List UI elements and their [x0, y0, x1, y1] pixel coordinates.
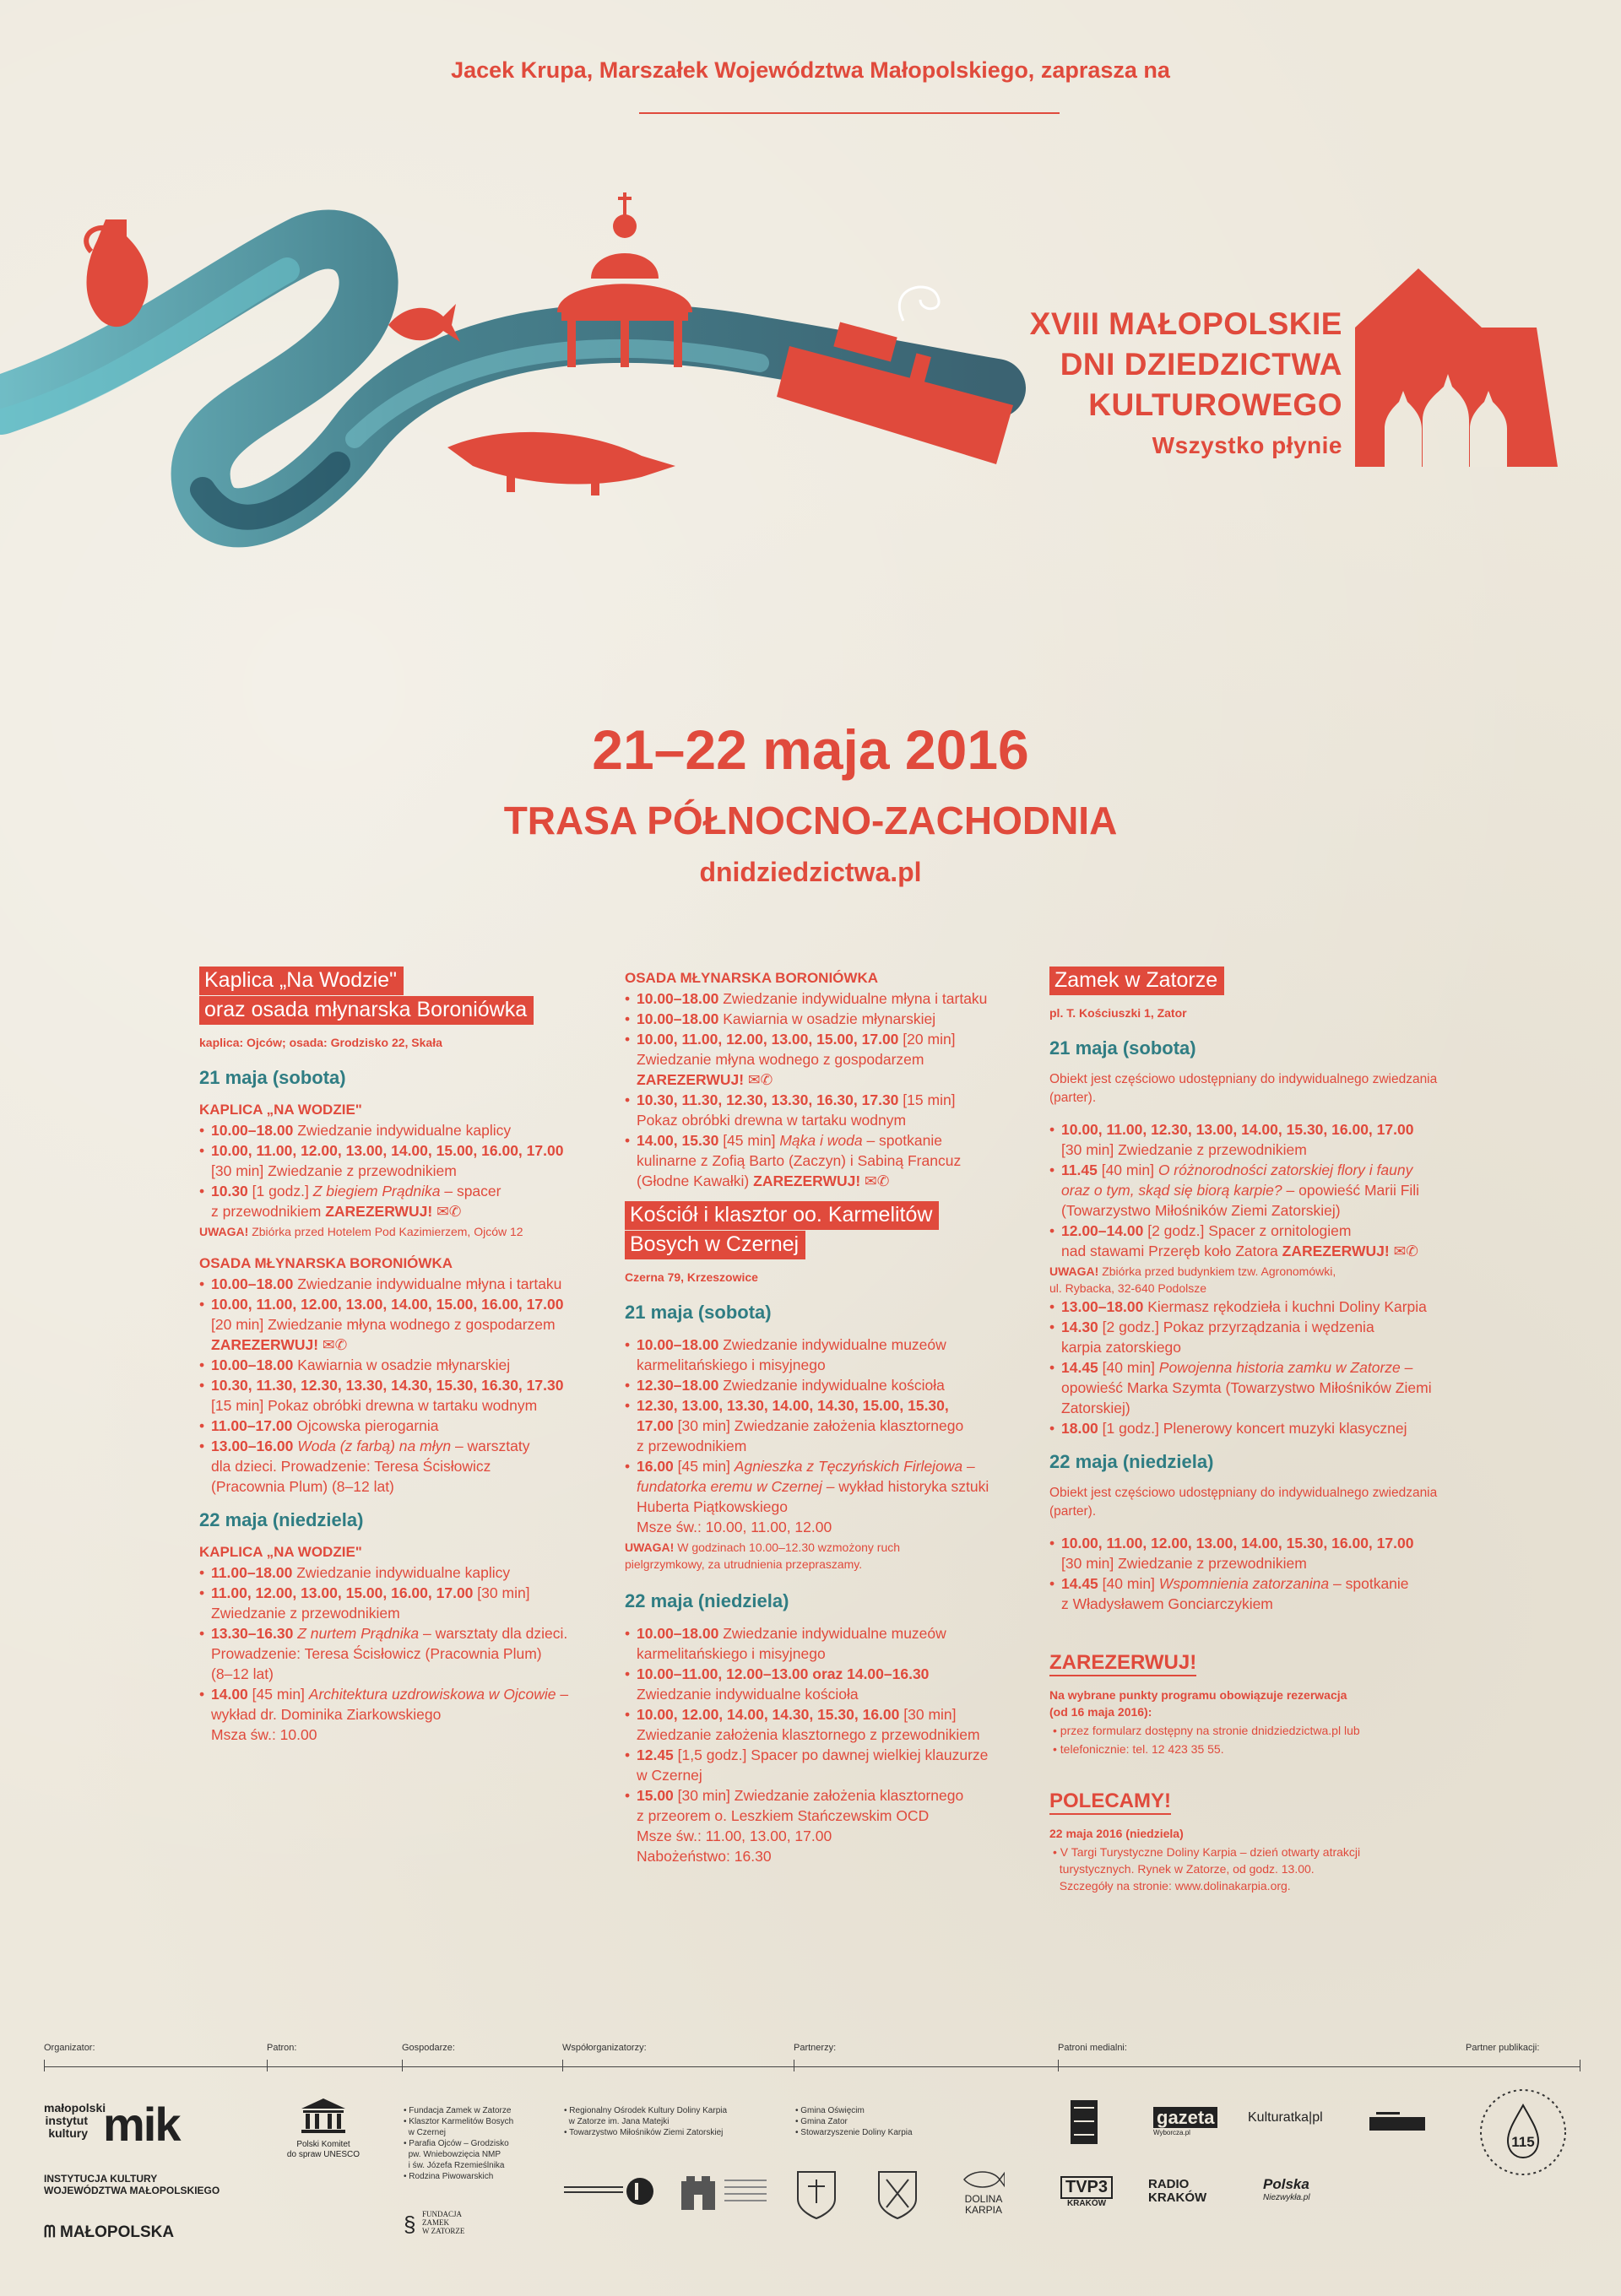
list-item: • 10.30, 11.30, 12.30, 13.30, 16.30, 17.30 [15 min] Pokaz obróbki drewna w tartaku wodnym — [625, 1090, 1022, 1130]
list-item: • 11.00–18.00 Zwiedzanie indywidualne kaplicy — [199, 1562, 596, 1583]
subvenue-heading: KAPLICA „NA WODZIE" — [199, 1544, 362, 1560]
footer-label-media: Patroni medialni: — [1058, 2043, 1127, 2053]
towarzystwo-text-logo-icon — [724, 2174, 767, 2212]
list-item: • Fundacja Zamek w Zatorze — [404, 2106, 512, 2115]
footer-label-organizer: Organizator: — [44, 2043, 95, 2053]
reserve-online: • przez formularz dostępny na stronie dnidziedzictwa.pl lub — [1053, 1724, 1360, 1737]
coorganizers-list — [564, 2105, 758, 2138]
unesco-text: do spraw UNESCO — [286, 2150, 361, 2159]
day-heading: 21 maja (sobota) — [1049, 1037, 1196, 1059]
list-item: • 12.45 [1,5 godz.] Spacer po dawnej wielkiej klauzurze w Czernej — [625, 1745, 1022, 1785]
mail-phone-icon: ✉✆ — [1393, 1243, 1418, 1259]
mik-subtitle: WOJEWÓDZTWA MAŁOPOLSKIEGO — [44, 2185, 220, 2196]
list-item: • Gmina Oświęcim — [795, 2106, 865, 2115]
list-item: • 10.00–18.00 Zwiedzanie indywidualne muzeów karmelitańskiego i misyjnego — [625, 1335, 1022, 1375]
day-heading: 21 maja (sobota) — [199, 1067, 346, 1088]
malopolska-icon: ᗰ — [44, 2223, 56, 2241]
subvenue-heading: OSADA MŁYNARSKA BORONIÓWKA — [199, 1255, 453, 1271]
list-item: • 12.00–14.00 [2 godz.] Spacer z ornitologiem nad stawami Przeręb koło Zatora ZAREZERWUJ! ✉✆ — [1049, 1221, 1446, 1261]
unesco-logo — [277, 2097, 370, 2160]
list-item: • 13.30–16.30 Z nurtem Prądnika – warsztaty dla dzieci. Prowadzenie: Teresa Ścisłowicz (Pracownia Plum) (8–12 lat) — [199, 1623, 596, 1684]
subvenue-heading: OSADA MŁYNARSKA BORONIÓWKA — [625, 970, 879, 986]
column-zator — [1049, 967, 1446, 1894]
gmina-oswiecim-crest-icon — [795, 2169, 838, 2220]
column-czerna — [625, 968, 1022, 1866]
venue-title-czerna-line1: Kościół i klasztor oo. Karmelitów — [625, 1201, 939, 1230]
mass-times: Msze św.: 10.00, 11.00, 12.00 — [637, 1519, 832, 1535]
list-item: • 10.00, 11.00, 12.00, 13.00, 14.00, 15.00, 16.00, 17.00 [20 min] Zwiedzanie młyna wodnego z gospodarzem ZAREZERWUJ! ✉✆ — [199, 1294, 596, 1355]
badge-number: 115 — [1511, 2134, 1535, 2150]
polska-niezwykla-logo: Polska Niezwykła.pl — [1263, 2176, 1310, 2202]
rok-logo-icon — [564, 2176, 657, 2207]
footer-tick — [267, 2060, 268, 2071]
mass-times: Msze św.: 11.00, 13.00, 17.00 — [637, 1828, 832, 1844]
reserve-link[interactable]: ZAREZERWUJ! — [1282, 1243, 1390, 1259]
malopolska-text: MAŁOPOLSKA — [60, 2223, 175, 2241]
list-item: • 14.45 [40 min] Powojenna historia zamku w Zatorze – opowieść Marka Szymta (Towarzystwo Miłośników Ziemi Zatorskiej) — [1049, 1357, 1446, 1418]
radio-krakow-logo: RADIO KRAKÓW — [1148, 2177, 1207, 2205]
festival-title-line3: KULTUROWEGO — [1088, 387, 1342, 422]
invitation-rule — [639, 112, 1060, 114]
list-item: • 10.00, 12.00, 14.00, 14.30, 15.30, 16.00 [30 min] Zwiedzanie założenia klasztornego z przewodnikiem — [625, 1704, 1022, 1745]
footer-label-coorganizers: Współorganizatorzy: — [562, 2043, 647, 2053]
reserve-info: Na wybrane punkty programu obowiązuje rezerwacja (od 16 maja 2016): — [1049, 1688, 1347, 1719]
publication-partner-badge — [1477, 2087, 1569, 2178]
mass-times: Msza św.: 10.00 — [211, 1726, 317, 1743]
venue-title-czerna-line2: Bosych w Czernej — [625, 1231, 805, 1259]
jug-icon — [86, 219, 148, 327]
footer-label-hosts: Gospodarze: — [402, 2043, 455, 2053]
list-item: • 10.00, 11.00, 12.30, 13.00, 14.00, 15.30, 16.00, 17.00 [30 min] Zwiedzanie z przewodnikiem — [1049, 1119, 1446, 1160]
mik-text: instytut — [45, 2114, 88, 2127]
mik-text: małopolski — [44, 2101, 106, 2115]
list-item: • 14.00 [45 min] Architektura uzdrowiskowa w Ojcowie – wykład dr. Dominika Ziarkowskiego — [199, 1684, 596, 1725]
day-heading: 21 maja (sobota) — [625, 1302, 772, 1323]
footer-tick — [402, 2060, 403, 2071]
footer-divider — [44, 2066, 1580, 2067]
list-item: • 16.00 [45 min] Agnieszka z Tęczyńskich Firlejowa – fundatorka eremu w Czernej – wykład historyka sztuki Huberta Piątkowskiego — [625, 1456, 1022, 1517]
gazeta-wyborcza-logo: gazeta Wyborcza.pl — [1153, 2107, 1217, 2136]
reserve-link[interactable]: ZAREZERWUJ! — [325, 1203, 433, 1220]
venue-address: Czerna 79, Krzeszowice — [625, 1270, 758, 1284]
list-item: • 10.30 [1 godz.] Z biegiem Prądnika – spacer z przewodnikiem ZAREZERWUJ! ✉✆ — [199, 1181, 596, 1221]
list-item: • Rodzina Piwowarskich — [404, 2172, 494, 2181]
mail-phone-icon: ✉✆ — [322, 1336, 348, 1353]
reserve-link[interactable]: ZAREZERWUJ! — [637, 1071, 745, 1088]
list-item: • Stowarzyszenie Doliny Karpia — [795, 2128, 913, 2137]
route-title: TRASA PÓŁNOCNO-ZACHODNIA — [503, 799, 1118, 842]
footer-label-patron: Patron: — [267, 2043, 297, 2053]
tmzz-logo-icon — [680, 2174, 717, 2212]
reserve-link[interactable]: ZAREZERWUJ! — [753, 1172, 861, 1189]
footer-tick — [562, 2060, 563, 2071]
footer-tick — [44, 2060, 45, 2071]
tvp3-logo: TVP3 KRAKÓW — [1060, 2176, 1113, 2208]
list-item: • 10.00–18.00 Zwiedzanie indywidualne młyna i tartaku — [199, 1274, 596, 1294]
venue-address: kaplica: Ojców; osada: Grodzisko 22, Skała — [199, 1036, 442, 1049]
river-illustration — [0, 152, 1064, 591]
list-item: • 10.30, 11.30, 12.30, 13.30, 14.30, 15.30, 16.30, 17.30 [15 min] Pokaz obróbki drewna w tartaku wodnym — [199, 1375, 596, 1416]
day-heading: 22 maja (niedziela) — [625, 1590, 789, 1611]
list-item: • 10.00–18.00 Zwiedzanie indywidualne młyna i tartaku — [625, 988, 1022, 1009]
website-link[interactable]: dnidziedzictwa.pl — [699, 857, 922, 887]
visiting-info: Obiekt jest częściowo udostępniany do indywidualnego zwiedzania (parter). — [1049, 1486, 1438, 1519]
list-item: • 10.00–11.00, 12.00–13.00 oraz 14.00–16.30 Zwiedzanie indywidualne kościoła — [625, 1664, 1022, 1704]
festival-tagline: Wszystko płynie — [1152, 432, 1342, 458]
list-item: • 12.30–18.00 Zwiedzanie indywidualne kościoła — [625, 1375, 1022, 1395]
list-item: • 10.00–18.00 Kawiarnia w osadzie młynarskiej — [199, 1355, 596, 1375]
unesco-temple-icon — [298, 2097, 349, 2136]
footer-tick — [1058, 2060, 1059, 2071]
footer-label-publication: Partner publikacji: — [1466, 2043, 1540, 2053]
list-item: • 14.30 [2 godz.] Pokaz przyrządzania i wędzenia karpia zatorskiego — [1049, 1317, 1446, 1357]
list-item: • 10.00–18.00 Zwiedzanie indywidualne kaplicy — [199, 1120, 596, 1140]
list-item: • 13.00–18.00 Kiermasz rękodzieła i kuchni Doliny Karpia — [1049, 1297, 1446, 1317]
radio-station-logo-icon — [1369, 2110, 1425, 2132]
list-item: • 10.00–18.00 Kawiarnia w osadzie młynarskiej — [625, 1009, 1022, 1029]
unesco-text: Polski Komitet — [296, 2140, 350, 2149]
note: UWAGA! Zbiórka przed Hotelem Pod Kazimierzem, Ojców 12 — [199, 1225, 523, 1238]
hosts-list — [404, 2105, 530, 2182]
footer-label-partners: Partnerzy: — [794, 2043, 837, 2053]
dolina-karpia-logo: DOLINA KARPIA — [954, 2169, 1013, 2216]
list-item: • 10.00–18.00 Zwiedzanie indywidualne muzeów karmelitańskiego i misyjnego — [625, 1623, 1022, 1664]
list-item: • Regionalny Ośrodek Kultury Doliny Karpia — [564, 2106, 728, 2115]
mik-text: kultury — [48, 2126, 88, 2140]
list-item: • Klasztor Karmelitów Bosych — [404, 2117, 514, 2126]
note: UWAGA! Zbiórka przed budynkiem tzw. Agronomówki, ul. Rybacka, 32-640 Podolsze — [1049, 1264, 1336, 1295]
list-item: w Czernej — [408, 2128, 447, 2137]
list-item: • 11.45 [40 min] O różnorodności zatorskiej flory i fauny oraz o tym, skąd się biorą karpie? – opowieść Marii Fili (Towarzystwo Miłośników Ziemi Zatorskiej) — [1049, 1160, 1446, 1221]
list-item: • Towarzystwo Miłośników Ziemi Zatorskiej — [564, 2128, 724, 2137]
list-item: • 11.00, 12.00, 13.00, 15.00, 16.00, 17.00 [30 min] Zwiedzanie z przewodnikiem — [199, 1583, 596, 1623]
crocodile-icon — [447, 432, 675, 495]
mail-phone-icon: ✉✆ — [747, 1071, 773, 1088]
list-item: • 14.45 [40 min] Wspomnienia zatorzanina – spotkanie z Władysławem Gonciarczykiem — [1049, 1573, 1446, 1614]
subvenue-heading: KAPLICA „NA WODZIE" — [199, 1102, 362, 1118]
festival-title-line1: XVIII MAŁOPOLSKIE — [1029, 306, 1342, 341]
list-item: • 10.00, 11.00, 12.00, 13.00, 14.00, 15.30, 16.00, 17.00 [30 min] Zwiedzanie z przewodnikiem — [1049, 1533, 1446, 1573]
list-item: • 14.00, 15.30 [45 min] Mąka i woda – spotkanie kulinarne z Zofią Barto (Zaczyn) i Sabiną Francuz (Głodne Kawałki) ZAREZERWUJ! ✉✆ — [625, 1130, 1022, 1191]
festival-title-line2: DNI DZIEDZICTWA — [1060, 347, 1342, 382]
list-item: • 18.00 [1 godz.] Plenerowy koncert muzyki klasycznej — [1049, 1418, 1446, 1438]
gmina-zator-crest-icon — [876, 2169, 919, 2220]
day-heading: 22 maja (niedziela) — [1049, 1451, 1214, 1472]
mail-phone-icon: ✉✆ — [865, 1172, 890, 1189]
recommend-text: • V Targi Turystyczne Doliny Karpia – dzień otwarty atrakcji turystycznych. Rynek w Zatorze, od godz. 13.00. Szczegóły na stronie: www.dolinakarpia.org. — [1053, 1845, 1361, 1893]
invitation-line: Jacek Krupa, Marszałek Województwa Małopolskiego, zaprasza na — [451, 57, 1170, 83]
reserve-heading: ZAREZERWUJ! — [1049, 1653, 1196, 1676]
venue-title-kaplica-line1: Kaplica „Na Wodzie" — [199, 967, 404, 995]
column-kaplica — [199, 967, 596, 1745]
list-item: • 15.00 [30 min] Zwiedzanie założenia klasztornego z przeorem o. Leszkiem Stańczewskim OCD — [625, 1785, 1022, 1826]
recommend-heading: POLECAMY! — [1049, 1791, 1171, 1815]
list-item: i św. Józefa Rzemieślnika — [408, 2161, 505, 2170]
reserve-phone: • telefonicznie: tel. 12 423 35 55. — [1053, 1742, 1224, 1756]
event-date: 21–22 maja 2016 — [592, 718, 1029, 781]
note: UWAGA! W godzinach 10.00–12.30 wzmożony ruch pielgrzymkowy, za utrudnienia przepraszamy. — [625, 1541, 901, 1571]
venue-title-zator: Zamek w Zatorze — [1049, 967, 1224, 995]
service-times: Nabożeństwo: 16.30 — [637, 1848, 772, 1865]
badge-circle-icon — [1477, 2087, 1569, 2178]
list-item: • Parafia Ojców – Grodzisko — [404, 2139, 509, 2148]
list-item: • 10.00, 11.00, 12.00, 13.00, 14.00, 15.00, 16.00, 17.00 [30 min] Zwiedzanie z przewodnikiem — [199, 1140, 596, 1181]
visiting-info: Obiekt jest częściowo udostępniany do indywidualnego zwiedzania (parter). — [1049, 1072, 1438, 1105]
kulturatka-logo: Kulturatka|pl — [1248, 2110, 1323, 2125]
recommend-date: 22 maja 2016 (niedziela) — [1049, 1827, 1184, 1840]
karnet-logo-icon — [1071, 2100, 1098, 2144]
list-item: w Zatorze im. Jana Matejki — [568, 2117, 670, 2126]
list-item: • 10.00, 11.00, 12.00, 13.00, 15.00, 17.00 [20 min] Zwiedzanie młyna wodnego z gospodarzem ZAREZERWUJ! ✉✆ — [625, 1029, 1022, 1090]
fish-outline-icon — [962, 2169, 1005, 2190]
list-item: • 13.00–16.00 Woda (z farbą) na młyn – warsztaty dla dzieci. Prowadzenie: Teresa Ścisłowicz (Pracownia Plum) (8–12 lat) — [199, 1436, 596, 1497]
reserve-link[interactable]: ZAREZERWUJ! — [211, 1336, 319, 1353]
list-item: pw. Wniebowzięcia NMP — [408, 2150, 501, 2159]
mail-phone-icon: ✉✆ — [436, 1203, 462, 1220]
day-heading: 22 maja (niedziela) — [199, 1509, 364, 1530]
mik-wordmark: mik — [103, 2098, 180, 2151]
mik-subtitle: INSTYTUCJA KULTURY — [44, 2173, 158, 2185]
festival-logo-icon — [1355, 268, 1558, 467]
list-item: • 12.30, 13.00, 13.30, 14.00, 14.30, 15.00, 15.30, 17.00 [30 min] Zwiedzanie założenia klasztornego z przewodnikiem — [625, 1395, 1022, 1456]
list-item: • 11.00–17.00 Ojcowska pierogarnia — [199, 1416, 596, 1436]
partners-list — [795, 2105, 964, 2138]
festival-title — [1030, 304, 1342, 466]
venue-title-kaplica-line2: oraz osada młynarska Boroniówka — [199, 996, 534, 1025]
venue-address: pl. T. Kościuszki 1, Zator — [1049, 1006, 1187, 1020]
list-item: • Gmina Zator — [795, 2117, 848, 2126]
seahorse-icon: § — [404, 2212, 416, 2237]
